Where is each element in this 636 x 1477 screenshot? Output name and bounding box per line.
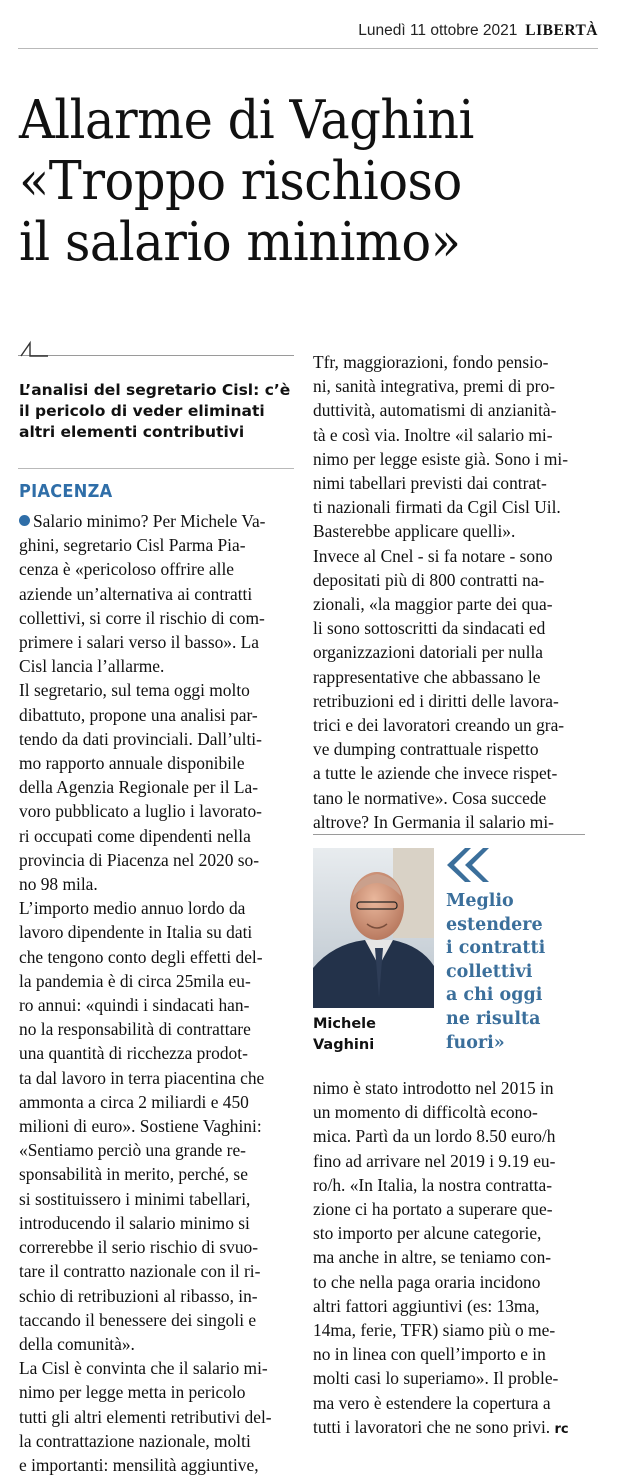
text-line — [19, 993, 295, 1017]
text-line-content: tare il contratto nazionale con il ri- — [19, 1261, 261, 1282]
text-line — [19, 775, 295, 799]
text-line — [313, 1124, 585, 1148]
caption-line: Michele — [313, 1016, 376, 1032]
text-line — [19, 1138, 295, 1162]
lede-bottom-divider — [18, 468, 294, 469]
text-line — [313, 1415, 585, 1442]
text-line-content: sponsabilità in merito, perché, se — [19, 1164, 248, 1185]
article-column-1 — [19, 509, 295, 1477]
text-line — [19, 1066, 295, 1090]
text-line-content: molti casi lo superiamo». Il proble- — [313, 1368, 559, 1389]
text-line-content: Invece al Cnel - si fa notare - sono — [313, 545, 553, 566]
text-line-content: «Sentiamo perciò una grande re- — [19, 1140, 246, 1161]
text-line — [19, 1187, 295, 1211]
quote-mark-icon — [20, 340, 50, 358]
text-line-content: ghini, segretario Cisl Parma Pia- — [19, 535, 246, 556]
text-line — [19, 606, 295, 630]
text-line-content: una quantità di ricchezza prodot- — [19, 1043, 248, 1064]
text-line-content: ro/h. «In Italia, la nostra contratta- — [313, 1174, 553, 1195]
masthead-divider — [18, 48, 598, 49]
text-line-content: depositati più di 800 contratti na- — [313, 569, 545, 590]
text-line-content: tutti gli altri elementi retributivi del- — [19, 1406, 272, 1427]
portrait-photo — [313, 848, 434, 1008]
text-line — [313, 1149, 585, 1173]
text-line-content: Tfr, maggiorazioni, fondo pensio- — [313, 352, 549, 372]
text-line — [19, 1017, 295, 1041]
text-line-content: trici e dei lavoratori creando un gra- — [313, 715, 565, 736]
text-line — [313, 665, 585, 689]
text-line — [313, 1294, 585, 1318]
text-line-content: L’importo medio annuo lordo da — [19, 898, 246, 919]
text-line-content: La Cisl è convinta che il salario mi- — [19, 1358, 268, 1379]
text-line — [19, 1453, 295, 1477]
text-line — [19, 1090, 295, 1114]
text-line-content: la contrattazione nazionale, molti — [19, 1430, 251, 1451]
text-line-content: Il segretario, sul tema oggi molto — [19, 680, 250, 701]
text-line-content: mo rapporto annuale disponibile — [19, 753, 245, 774]
text-line — [19, 727, 295, 751]
text-line-content: ni, sanità integrativa, premi di pro- — [313, 376, 555, 397]
text-line — [19, 1380, 295, 1404]
issue-date: Lunedì 11 ottobre 2021 — [358, 22, 518, 39]
text-line-content: un momento di difficoltà econo- — [313, 1102, 538, 1123]
pull-quote — [446, 890, 545, 1055]
text-line — [313, 761, 585, 785]
text-line-content: tano le normative». Cosa succede — [313, 787, 547, 808]
text-line — [313, 374, 585, 398]
text-line-content: organizzazioni datoriali per nulla — [313, 642, 544, 663]
lede — [19, 380, 295, 443]
text-line-content: fino ad arrivare nel 2019 i 9.19 eu- — [313, 1150, 556, 1171]
text-line-content: correrebbe il serio rischio di svuo- — [19, 1237, 259, 1258]
pull-quote-line: Meglio — [446, 891, 514, 911]
photo-divider — [313, 834, 585, 835]
text-line-content: ri occupati come dipendenti nella — [19, 825, 251, 846]
text-line-content: voro pubblicato a luglio i lavorato- — [19, 801, 262, 822]
text-line — [313, 786, 585, 810]
text-line-content: no 98 mila. — [19, 874, 98, 895]
article-column-2-top — [313, 350, 585, 834]
text-line — [19, 1356, 295, 1380]
text-line-content: sto importo per alcune categorie, — [313, 1223, 542, 1244]
lede-line: il pericolo di veder eliminati — [19, 402, 265, 420]
text-line — [19, 703, 295, 727]
text-line — [19, 1211, 295, 1235]
lede-divider — [18, 355, 294, 356]
caption-line: Vaghini — [313, 1037, 375, 1053]
pull-quote-line: ne risulta — [446, 1008, 541, 1029]
lede-line: altri elementi contributivi — [19, 423, 245, 441]
text-line — [19, 872, 295, 896]
text-line-content: retribuzioni ed i diritti delle lavora- — [313, 690, 559, 711]
text-line — [313, 1221, 585, 1245]
pull-quote-line: estendere — [446, 914, 543, 935]
text-line-content: cenza è «pericoloso offrire alle — [19, 559, 235, 580]
headline-line: Allarme di Vaghini — [19, 90, 474, 151]
text-line — [19, 799, 295, 823]
text-line — [19, 557, 295, 581]
text-line-content: li sono sottoscritti da sindacati ed — [313, 618, 546, 639]
text-line — [19, 533, 295, 557]
text-line-content: ti nazionali firmati da Cgil Cisl Uil. — [313, 497, 561, 518]
lede-line: L’analisi del segretario Cisl: c’è — [19, 381, 291, 399]
text-line-content: e importanti: mensilità aggiuntive, — [19, 1454, 259, 1475]
text-line — [19, 582, 295, 606]
text-line-content: nimi tabellari previsti dai contrat- — [313, 473, 547, 494]
photo-caption — [313, 1014, 376, 1056]
text-line-content: della Agenzia Regionale per il La- — [19, 777, 259, 798]
text-line-content: milioni di euro». Sostiene Vaghini: — [19, 1116, 262, 1137]
text-line-content: tendo da dati provinciali. Dall’ulti- — [19, 728, 262, 749]
text-line — [19, 848, 295, 872]
text-line — [19, 1405, 295, 1429]
text-line-content: zionali, «la maggior parte dei qua- — [313, 594, 553, 615]
text-line — [19, 1114, 295, 1138]
text-line — [19, 896, 295, 920]
text-line — [313, 495, 585, 519]
text-line — [313, 398, 585, 422]
text-line — [19, 1429, 295, 1453]
text-line — [19, 678, 295, 702]
text-line — [313, 713, 585, 737]
text-line-content: rappresentative che abbassano le — [313, 666, 541, 687]
text-line-content: no in linea con quell’importo e in — [313, 1344, 546, 1365]
text-line — [313, 1245, 585, 1269]
text-line-content: ro annui: «quindi i sindacati han- — [19, 995, 250, 1016]
text-line-content: nimo per legge esiste già. Sono i mi- — [313, 448, 569, 469]
text-line — [19, 509, 295, 533]
pull-quote-line: fuori» — [446, 1032, 505, 1053]
text-line-content: Cisl lancia l’allarme. — [19, 656, 165, 677]
text-line-content: della comunità». — [19, 1333, 135, 1354]
text-line-content: tutti i lavoratori che ne sono privi. — [313, 1416, 551, 1437]
masthead — [358, 22, 598, 40]
bullet-dot-icon — [19, 515, 30, 526]
text-line — [313, 1318, 585, 1342]
text-line-content: nimo per legge metta in pericolo — [19, 1382, 246, 1403]
text-line-content: dibattuto, propone una analisi par- — [19, 704, 258, 725]
text-line-content: duttività, automatismi di anzianità- — [313, 400, 557, 421]
text-line — [313, 423, 585, 447]
text-line-content: taccando il benessere dei singoli e — [19, 1309, 257, 1330]
text-line-content: ta dal lavoro in terra piacentina che — [19, 1067, 265, 1088]
text-line — [19, 1308, 295, 1332]
text-line — [313, 1342, 585, 1366]
text-line — [19, 1284, 295, 1308]
text-line-content: provincia di Piacenza nel 2020 so- — [19, 849, 260, 870]
text-line — [313, 1270, 585, 1294]
text-line — [313, 689, 585, 713]
text-line-content: mica. Partì da un lordo 8.50 euro/h — [313, 1126, 556, 1147]
text-line — [313, 640, 585, 664]
text-line-content: primere i salari verso il basso». La — [19, 632, 260, 653]
text-line — [313, 568, 585, 592]
text-line — [313, 1173, 585, 1197]
text-line-content: zione ci ha portato a superare que- — [313, 1199, 553, 1220]
text-line — [19, 1041, 295, 1065]
text-line — [313, 737, 585, 761]
text-line-content: no la responsabilità di contrattare — [19, 1019, 251, 1040]
text-line — [313, 350, 585, 374]
text-line-content: collettivi, si corre il rischio di com- — [19, 607, 265, 628]
text-line — [313, 519, 585, 543]
text-line — [19, 654, 295, 678]
text-line-content: altri fattori aggiuntivi (es: 13ma, — [313, 1295, 540, 1316]
text-line — [19, 630, 295, 654]
text-line-content: aziende un’alternativa ai contratti — [19, 583, 253, 604]
text-line — [19, 1162, 295, 1186]
text-line — [19, 751, 295, 775]
text-line-content: 14ma, ferie, TFR) siamo più o me- — [313, 1320, 556, 1341]
text-line-content: Salario minimo? Per Michele Va- — [33, 511, 266, 531]
text-line — [313, 810, 585, 834]
byline-initials: rc — [554, 1421, 569, 1437]
text-line-content: lavoro dipendente in Italia su dati — [19, 922, 253, 943]
headline — [19, 90, 619, 273]
text-line — [19, 1332, 295, 1356]
text-line — [313, 471, 585, 495]
text-line-content: si sostituissero i minimi tabellari, — [19, 1188, 251, 1209]
text-line — [313, 1391, 585, 1415]
pull-quote-line: a chi oggi — [446, 985, 543, 1006]
pull-quote-line: i contratti — [446, 938, 546, 959]
text-line — [313, 616, 585, 640]
text-line-content: schio di retribuzioni al ribasso, in- — [19, 1285, 258, 1306]
text-line-content: to che nella paga oraria incidono — [313, 1271, 541, 1292]
text-line-content: la pandemia è di circa 25mila eu- — [19, 970, 251, 991]
text-line-content: Basterebbe applicare quelli». — [313, 521, 516, 542]
text-line-content: altrove? In Germania il salario mi- — [313, 811, 554, 832]
text-line-content: nimo è stato introdotto nel 2015 in — [313, 1078, 554, 1098]
text-line-content: a tutte le aziende che invece rispet- — [313, 763, 558, 784]
text-line-content: ammonta a circa 2 miliardi e 450 — [19, 1091, 249, 1112]
text-line — [313, 544, 585, 568]
text-line — [313, 1197, 585, 1221]
text-line — [19, 969, 295, 993]
text-line-content: ma vero è estendere la copertura a — [313, 1392, 551, 1413]
pull-quote-line: collettivi — [446, 961, 533, 982]
headline-line: «Troppo rischioso — [19, 151, 462, 212]
text-line — [19, 1235, 295, 1259]
article-column-2-bottom — [313, 1076, 585, 1442]
text-line — [313, 592, 585, 616]
text-line — [19, 1259, 295, 1283]
text-line — [19, 824, 295, 848]
text-line-content: tà e così via. Inoltre «il salario mi- — [313, 424, 553, 445]
text-line — [313, 1076, 585, 1100]
text-line-content: ma anche in altre, se teniamo con- — [313, 1247, 552, 1268]
text-line — [19, 945, 295, 969]
text-line — [313, 1366, 585, 1390]
text-line — [313, 447, 585, 471]
double-chevron-quote-icon — [445, 846, 493, 884]
text-line-content: ve dumping contrattuale rispetto — [313, 739, 539, 760]
text-line-content: introducendo il salario minimo si — [19, 1212, 250, 1233]
text-line — [313, 1100, 585, 1124]
dateline: PIACENZA — [19, 481, 113, 502]
text-line — [19, 920, 295, 944]
newspaper-name: LIBERTÀ — [525, 22, 598, 39]
text-line-content: che tengono conto degli effetti del- — [19, 946, 263, 967]
headline-line: il salario minimo» — [19, 212, 461, 273]
portrait-image — [313, 848, 434, 1008]
